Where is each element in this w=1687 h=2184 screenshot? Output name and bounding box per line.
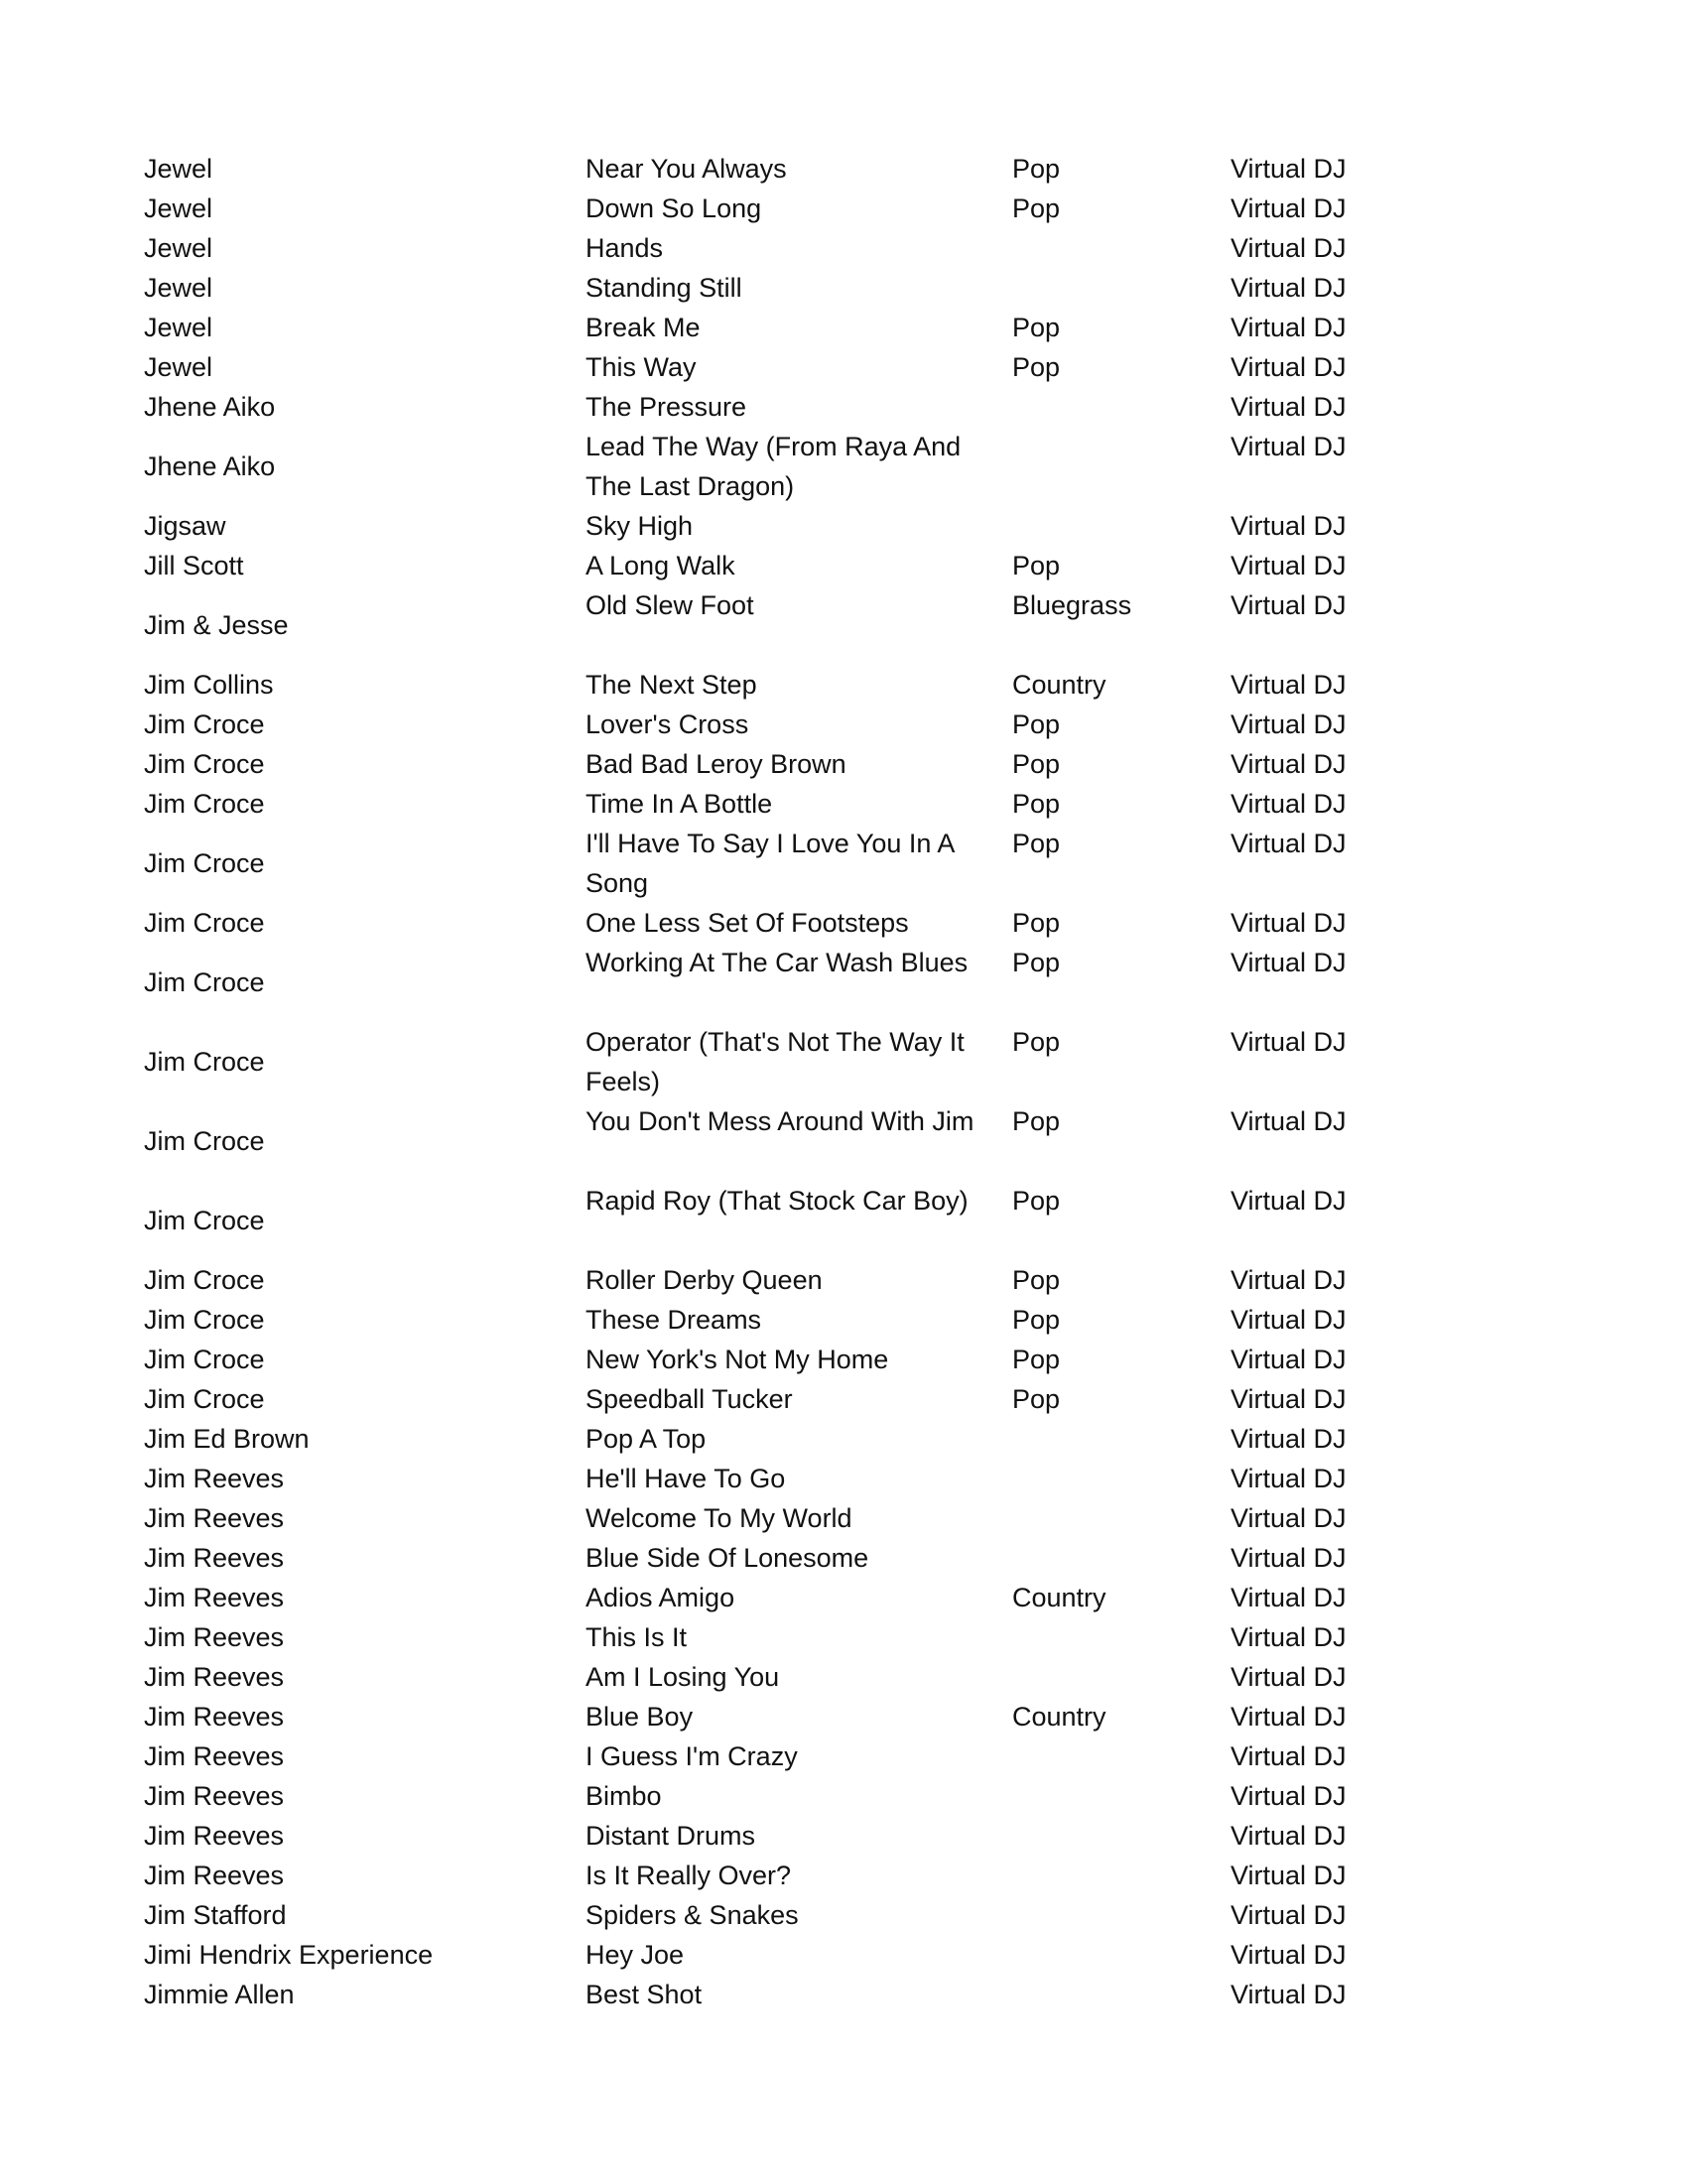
artist-name: Jim Croce — [144, 1126, 265, 1156]
source-label: Virtual DJ — [1231, 392, 1347, 422]
song-title: Bad Bad Leroy Brown — [585, 749, 846, 779]
source-label: Virtual DJ — [1231, 1702, 1347, 1732]
table-row — [144, 1657, 1374, 1697]
artist-name: Jhene Aiko — [144, 451, 276, 481]
song-title: Near You Always — [585, 154, 787, 184]
artist-name: Jigsaw — [144, 511, 226, 541]
song-title: Break Me — [585, 313, 701, 342]
source-label: Virtual DJ — [1231, 1622, 1347, 1652]
song-title: Distant Drums — [585, 1821, 756, 1851]
artist-name: Jim Ed Brown — [144, 1424, 310, 1454]
artist-name: Jim Reeves — [144, 1741, 285, 1771]
artist-name: Jim Croce — [144, 749, 265, 779]
genre-label: Pop — [1012, 154, 1061, 184]
source-label: Virtual DJ — [1231, 1821, 1347, 1851]
source-label: Virtual DJ — [1231, 1940, 1347, 1970]
artist-name: Jim Reeves — [144, 1702, 285, 1732]
genre-label — [1012, 427, 1231, 506]
artist-name: Jim Croce — [144, 908, 265, 938]
source-label: Virtual DJ — [1231, 1186, 1347, 1216]
song-title: You Don't Mess Around With Jim — [585, 1106, 974, 1136]
table-row — [144, 1935, 1374, 1975]
genre-label — [1012, 1538, 1231, 1578]
artist-name: Jim Reeves — [144, 1464, 285, 1493]
source-label: Virtual DJ — [1231, 1741, 1347, 1771]
song-title: Working At The Car Wash Blues — [585, 948, 969, 977]
song-title: New York's Not My Home — [585, 1345, 889, 1374]
table-row — [144, 1617, 1374, 1657]
table-row — [144, 1697, 1374, 1736]
table-row — [144, 308, 1374, 347]
genre-label — [1012, 1776, 1231, 1816]
table-row — [144, 1578, 1374, 1617]
table-row — [144, 149, 1374, 189]
source-label: Virtual DJ — [1231, 590, 1347, 620]
table-row — [144, 784, 1374, 824]
genre-label: Pop — [1012, 709, 1061, 739]
artist-name: Jim Reeves — [144, 1583, 285, 1612]
table-row — [144, 824, 1374, 903]
source-label: Virtual DJ — [1231, 352, 1347, 382]
table-row — [144, 268, 1374, 308]
song-title: Am I Losing You — [585, 1662, 780, 1692]
source-label: Virtual DJ — [1231, 1265, 1347, 1295]
source-label: Virtual DJ — [1231, 511, 1347, 541]
genre-label: Pop — [1012, 829, 1061, 858]
source-label: Virtual DJ — [1231, 1424, 1347, 1454]
song-title: Down So Long — [585, 193, 762, 223]
genre-label — [1012, 1895, 1231, 1935]
genre-label — [1012, 1935, 1231, 1975]
genre-label: Pop — [1012, 948, 1061, 977]
artist-name: Jim Reeves — [144, 1662, 285, 1692]
table-row — [144, 1300, 1374, 1340]
artist-name: Jhene Aiko — [144, 392, 276, 422]
table-row — [144, 1101, 1374, 1181]
source-label: Virtual DJ — [1231, 1027, 1347, 1057]
genre-label: Country — [1012, 1583, 1106, 1612]
artist-name: Jim Reeves — [144, 1861, 285, 1890]
source-label: Virtual DJ — [1231, 908, 1347, 938]
genre-label: Pop — [1012, 1265, 1061, 1295]
table-row — [144, 189, 1374, 228]
genre-label: Pop — [1012, 1027, 1061, 1057]
source-label: Virtual DJ — [1231, 233, 1347, 263]
song-title: Blue Boy — [585, 1702, 694, 1732]
genre-label: Pop — [1012, 193, 1061, 223]
table-row — [144, 1895, 1374, 1935]
artist-name: Jim Croce — [144, 1265, 265, 1295]
genre-label: Country — [1012, 670, 1106, 700]
song-title: Operator (That's Not The Way It Feels) — [585, 1027, 965, 1096]
table-row — [144, 943, 1374, 1022]
artist-name: Jewel — [144, 352, 213, 382]
source-label: Virtual DJ — [1231, 313, 1347, 342]
song-title: The Pressure — [585, 392, 747, 422]
table-row — [144, 903, 1374, 943]
table-row — [144, 1856, 1374, 1895]
table-row — [144, 347, 1374, 387]
artist-name: Jim Croce — [144, 1206, 265, 1235]
song-title: Lead The Way (From Raya And The Last Dragon) — [585, 432, 962, 501]
artist-name: Jewel — [144, 273, 213, 303]
table-row — [144, 1260, 1374, 1300]
source-label: Virtual DJ — [1231, 1980, 1347, 2009]
genre-label: Pop — [1012, 1106, 1061, 1136]
genre-label: Pop — [1012, 908, 1061, 938]
table-row — [144, 1022, 1374, 1101]
song-title: Spiders & Snakes — [585, 1900, 799, 1930]
source-label: Virtual DJ — [1231, 1384, 1347, 1414]
source-label: Virtual DJ — [1231, 193, 1347, 223]
genre-label: Pop — [1012, 1305, 1061, 1335]
table-row — [144, 585, 1374, 665]
table-row — [144, 1736, 1374, 1776]
source-label: Virtual DJ — [1231, 1345, 1347, 1374]
song-title: Welcome To My World — [585, 1503, 852, 1533]
song-title: Sky High — [585, 511, 694, 541]
table-row — [144, 705, 1374, 744]
genre-label — [1012, 1657, 1231, 1697]
song-title: Bimbo — [585, 1781, 662, 1811]
genre-label — [1012, 1617, 1231, 1657]
genre-label: Pop — [1012, 1186, 1061, 1216]
source-label: Virtual DJ — [1231, 1503, 1347, 1533]
artist-name: Jewel — [144, 233, 213, 263]
song-title: He'll Have To Go — [585, 1464, 786, 1493]
genre-label — [1012, 1975, 1231, 2014]
genre-label — [1012, 1856, 1231, 1895]
table-row — [144, 546, 1374, 585]
source-label: Virtual DJ — [1231, 432, 1347, 461]
source-label: Virtual DJ — [1231, 670, 1347, 700]
song-title: Blue Side Of Lonesome — [585, 1543, 869, 1573]
artist-name: Jim Reeves — [144, 1781, 285, 1811]
song-title: Best Shot — [585, 1980, 703, 2009]
genre-label: Pop — [1012, 551, 1061, 580]
song-title: Adios Amigo — [585, 1583, 735, 1612]
song-title: I'll Have To Say I Love You In A Song — [585, 829, 954, 898]
artist-name: Jim Croce — [144, 967, 265, 997]
source-label: Virtual DJ — [1231, 829, 1347, 858]
genre-label — [1012, 1498, 1231, 1538]
song-title: Rapid Roy (That Stock Car Boy) — [585, 1186, 969, 1216]
table-row — [144, 665, 1374, 705]
source-label: Virtual DJ — [1231, 154, 1347, 184]
source-label: Virtual DJ — [1231, 1106, 1347, 1136]
artist-name: Jimmie Allen — [144, 1980, 295, 2009]
artist-name: Jim Croce — [144, 1047, 265, 1077]
source-label: Virtual DJ — [1231, 1305, 1347, 1335]
artist-name: Jim Croce — [144, 1345, 265, 1374]
source-label: Virtual DJ — [1231, 948, 1347, 977]
genre-label: Bluegrass — [1012, 590, 1132, 620]
genre-label — [1012, 268, 1231, 308]
song-title: This Way — [585, 352, 697, 382]
table-row — [144, 1816, 1374, 1856]
artist-name: Jim Croce — [144, 709, 265, 739]
song-title: Hands — [585, 233, 664, 263]
source-label: Virtual DJ — [1231, 551, 1347, 580]
table-row — [144, 228, 1374, 268]
table-row — [144, 744, 1374, 784]
table-row — [144, 1419, 1374, 1459]
artist-name: Jim Croce — [144, 789, 265, 819]
song-title: I Guess I'm Crazy — [585, 1741, 798, 1771]
source-label: Virtual DJ — [1231, 1464, 1347, 1493]
genre-label: Pop — [1012, 352, 1061, 382]
table-row — [144, 1379, 1374, 1419]
song-title: Old Slew Foot — [585, 590, 754, 620]
table-row — [144, 1498, 1374, 1538]
artist-name: Jim Reeves — [144, 1543, 285, 1573]
source-label: Virtual DJ — [1231, 1543, 1347, 1573]
genre-label — [1012, 228, 1231, 268]
genre-label — [1012, 387, 1231, 427]
source-label: Virtual DJ — [1231, 789, 1347, 819]
source-label: Virtual DJ — [1231, 1781, 1347, 1811]
song-title: This Is It — [585, 1622, 688, 1652]
artist-name: Jim Stafford — [144, 1900, 287, 1930]
table-row — [144, 1538, 1374, 1578]
song-title: Is It Really Over? — [585, 1861, 792, 1890]
artist-name: Jim Reeves — [144, 1622, 285, 1652]
genre-label: Pop — [1012, 1345, 1061, 1374]
artist-name: Jill Scott — [144, 551, 244, 580]
source-label: Virtual DJ — [1231, 1861, 1347, 1890]
table-row — [144, 506, 1374, 546]
genre-label: Country — [1012, 1702, 1106, 1732]
song-title: Time In A Bottle — [585, 789, 773, 819]
table-row — [144, 1340, 1374, 1379]
table-row — [144, 387, 1374, 427]
genre-label: Pop — [1012, 313, 1061, 342]
song-title: Hey Joe — [585, 1940, 685, 1970]
song-title: A Long Walk — [585, 551, 735, 580]
table-row — [144, 1975, 1374, 2014]
source-label: Virtual DJ — [1231, 1583, 1347, 1612]
genre-label — [1012, 506, 1231, 546]
table-row — [144, 1459, 1374, 1498]
genre-label — [1012, 1816, 1231, 1856]
source-label: Virtual DJ — [1231, 709, 1347, 739]
artist-name: Jewel — [144, 154, 213, 184]
artist-name: Jim & Jesse — [144, 610, 289, 640]
artist-name: Jim Reeves — [144, 1821, 285, 1851]
artist-name: Jim Collins — [144, 670, 274, 700]
genre-label: Pop — [1012, 749, 1061, 779]
table-row — [144, 1776, 1374, 1816]
song-title: Speedball Tucker — [585, 1384, 793, 1414]
genre-label — [1012, 1459, 1231, 1498]
table-row — [144, 427, 1374, 506]
song-list-body — [144, 149, 1374, 2014]
genre-label — [1012, 1736, 1231, 1776]
source-label: Virtual DJ — [1231, 1900, 1347, 1930]
song-title: Roller Derby Queen — [585, 1265, 823, 1295]
artist-name: Jim Croce — [144, 848, 265, 878]
song-title: The Next Step — [585, 670, 757, 700]
song-list-table — [144, 149, 1374, 2014]
artist-name: Jim Reeves — [144, 1503, 285, 1533]
artist-name: Jim Croce — [144, 1305, 265, 1335]
song-title: Standing Still — [585, 273, 742, 303]
genre-label: Pop — [1012, 1384, 1061, 1414]
song-title: One Less Set Of Footsteps — [585, 908, 909, 938]
genre-label: Pop — [1012, 789, 1061, 819]
source-label: Virtual DJ — [1231, 749, 1347, 779]
genre-label — [1012, 1419, 1231, 1459]
artist-name: Jewel — [144, 313, 213, 342]
artist-name: Jim Croce — [144, 1384, 265, 1414]
artist-name: Jewel — [144, 193, 213, 223]
song-title: Pop A Top — [585, 1424, 707, 1454]
source-label: Virtual DJ — [1231, 273, 1347, 303]
artist-name: Jimi Hendrix Experience — [144, 1940, 434, 1970]
table-row — [144, 1181, 1374, 1260]
song-title: Lover's Cross — [585, 709, 749, 739]
song-title: These Dreams — [585, 1305, 762, 1335]
source-label: Virtual DJ — [1231, 1662, 1347, 1692]
